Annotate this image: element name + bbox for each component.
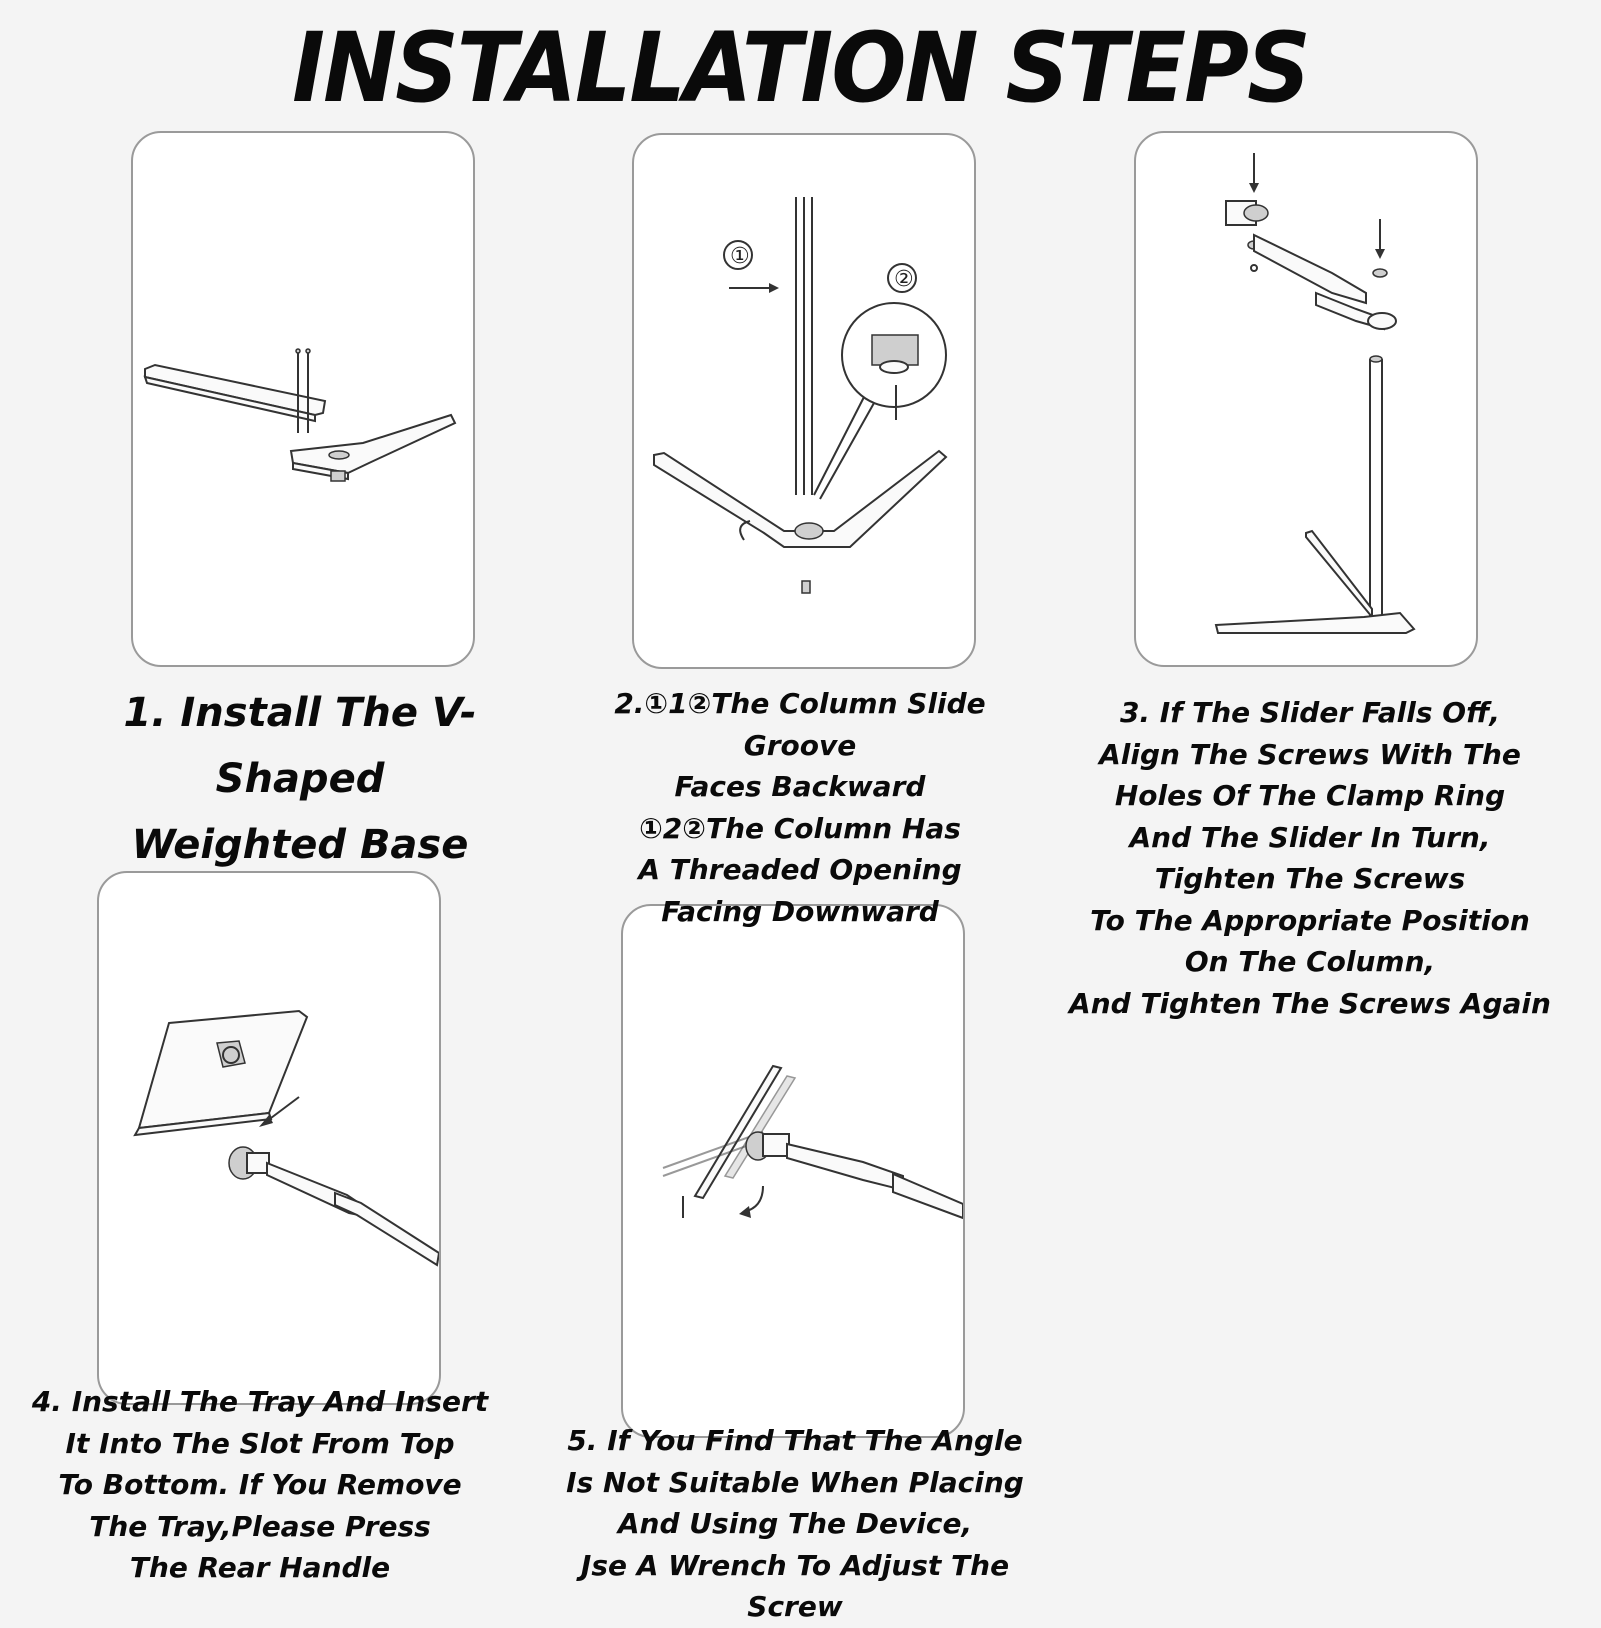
slider-and-column-drawing [1136, 133, 1476, 665]
step-2-illustration [632, 133, 976, 669]
step-4-illustration [97, 871, 441, 1405]
step-3-caption: 3. If The Slider Falls Off, Align The Screws With The Holes Of The Clamp Ring And The Slider In Turn, Tighten The Screws To The Appropriate Position On The Column, And Tighten The Screws Again [1069, 696, 1551, 1020]
v-base-parts-drawing [133, 133, 473, 665]
step-4-caption: 4. Install The Tray And Insert It Into The Slot From Top To Bottom. If You Remove The Tray,Please Press The Rear Handle [31, 1385, 489, 1584]
tray-insert-drawing [99, 873, 439, 1403]
step-3-illustration [1134, 131, 1478, 667]
step-5-illustration [621, 904, 965, 1438]
column-and-base-drawing [634, 135, 974, 667]
angle-adjust-drawing [623, 906, 963, 1436]
step-5-caption: 5. If You Find That The Angle Is Not Suitable When Placing And Using The Device, Jse A Wrench To Adjust The Screw [566, 1424, 1024, 1623]
marker-2: ② [894, 267, 914, 292]
page-title: INSTALLATION STEPS [292, 12, 1309, 124]
step-1-caption: 1. Install The V-Shaped Weighted Base [123, 690, 477, 868]
step-2-caption: 2.①1②The Column Slide Groove Faces Backward ①2②The Column Has A Threaded Opening Facing Downward [614, 687, 986, 928]
marker-1: ① [730, 244, 750, 269]
step-1-illustration [131, 131, 475, 667]
